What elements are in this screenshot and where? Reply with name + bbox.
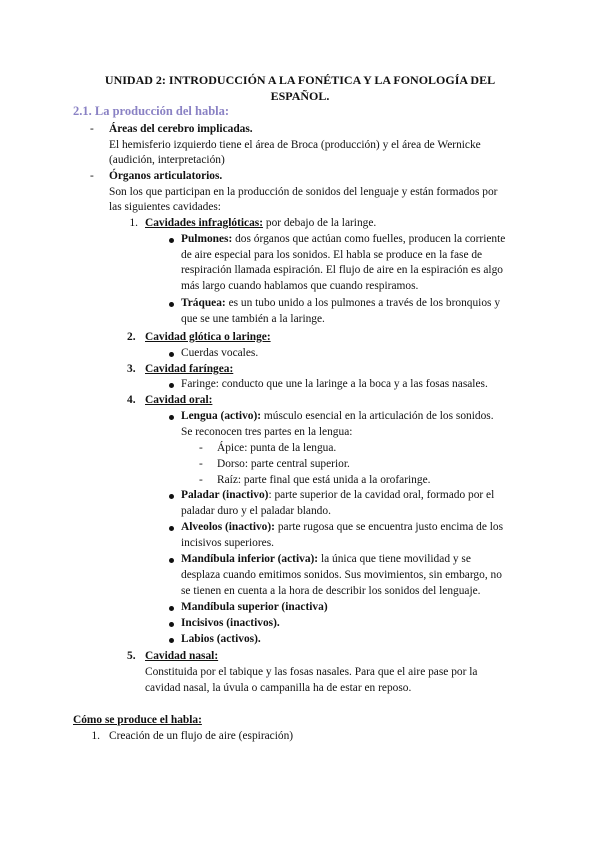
list-dash: - bbox=[90, 123, 94, 135]
mandibula-inferior-text-line: se tienen en cuenta a la hora de describir los sonidos del lenguaje. bbox=[181, 585, 481, 597]
cavity-2-item: Cuerdas vocales. bbox=[181, 347, 259, 359]
alveolos-term: Alveolos (inactivo): bbox=[181, 521, 275, 533]
list-number: 1. bbox=[129, 217, 138, 229]
mandibula-inferior-term: Mandíbula inferior (activa): bbox=[181, 553, 319, 565]
bullet-icon bbox=[169, 238, 174, 243]
cavity-2-title: Cavidad glótica o laringe: bbox=[145, 331, 271, 343]
section-heading: 2.1. La producción del habla: bbox=[73, 104, 230, 118]
lengua-term: Lengua (activo): bbox=[181, 410, 262, 422]
bullet-icon bbox=[169, 415, 174, 420]
organos-text-line: Son los que participan en la producción de sonidos del lenguaje y están formados por bbox=[109, 186, 498, 198]
labios-item: Labios (activos). bbox=[181, 633, 261, 645]
bullet-icon bbox=[169, 302, 174, 307]
como-heading: Cómo se produce el habla: bbox=[73, 714, 202, 726]
paladar-text: : parte superior de la cavidad oral, formado por el bbox=[268, 489, 495, 501]
mandibula-inferior-item bbox=[181, 552, 471, 567]
cavity-5-title: Cavidad nasal: bbox=[145, 650, 219, 662]
incisivos-item: Incisivos (inactivos). bbox=[181, 617, 280, 629]
list-number: 1. bbox=[91, 730, 100, 742]
bullet-icon bbox=[169, 558, 174, 563]
bullet-icon bbox=[169, 494, 174, 499]
alveolos-item bbox=[181, 520, 503, 535]
lengua-text: músculo esencial en la articulación de los sonidos. bbox=[261, 410, 494, 422]
traquea-item bbox=[181, 296, 500, 311]
bullet-icon bbox=[169, 383, 174, 388]
list-dash: - bbox=[199, 474, 203, 486]
lengua-part: Dorso: parte central superior. bbox=[217, 458, 350, 470]
pulmones-text-line: de aire especial para los sonidos. El habla se produce en la fase de bbox=[181, 249, 483, 261]
bullet-icon bbox=[169, 606, 174, 611]
bullet-icon bbox=[169, 622, 174, 627]
pulmones-text: dos órganos que actúan como fuelles, producen la corriente bbox=[232, 233, 506, 245]
paladar-text-line: paladar duro y el paladar blando. bbox=[181, 505, 331, 517]
como-item: Creación de un flujo de aire (espiración) bbox=[109, 730, 294, 742]
list-number: 5. bbox=[127, 650, 136, 662]
traquea-text: es un tubo unido a los pulmones a través de los bronquios y bbox=[225, 297, 501, 309]
alveolos-text-line: incisivos superiores. bbox=[181, 537, 275, 549]
list-dash: - bbox=[90, 170, 94, 182]
lengua-part: Ápice: punta de la lengua. bbox=[217, 442, 337, 454]
lengua-part: Raíz: parte final que está unida a la orofaringe. bbox=[217, 474, 431, 486]
bullet-icon bbox=[169, 352, 174, 357]
list-dash: - bbox=[199, 442, 203, 454]
cavity-1-title: Cavidades infraglóticas: bbox=[145, 217, 264, 229]
paladar-term: Paladar (inactivo) bbox=[181, 489, 269, 501]
cavity-4-title: Cavidad oral: bbox=[145, 394, 213, 406]
cavity-3-title: Cavidad faríngea: bbox=[145, 363, 234, 375]
mandibula-inferior-text: la única que tiene movilidad y se bbox=[318, 553, 471, 565]
lengua-text-line: Se reconocen tres partes en la lengua: bbox=[181, 426, 353, 438]
list-number: 3. bbox=[127, 363, 136, 375]
list-dash: - bbox=[199, 458, 203, 470]
unit-title: UNIDAD 2: INTRODUCCIÓN A LA FONÉTICA Y LA FONOLOGÍA DEL ESPAÑOL. bbox=[104, 73, 496, 103]
areas-heading: Áreas del cerebro implicadas. bbox=[109, 123, 253, 135]
list-number: 2. bbox=[127, 331, 136, 343]
bullet-icon bbox=[169, 638, 174, 643]
organos-heading: Órganos articulatorios. bbox=[109, 170, 223, 182]
traquea-term: Tráquea: bbox=[181, 297, 226, 309]
bullet-icon bbox=[169, 526, 174, 531]
pulmones-text-line: respiración llamada espiración. El flujo de aire en la espiración es algo bbox=[181, 264, 503, 276]
alveolos-text: parte rugosa que se encuentra justo encima de los bbox=[274, 521, 504, 533]
cavity-1 bbox=[145, 216, 376, 231]
cavity-3-item: Faringe: conducto que une la laringe a la boca y a las fosas nasales. bbox=[181, 378, 488, 390]
mandibula-inferior-text-line: desplaza cuando emitimos sonidos. Sus movimientos, sin embargo, no bbox=[181, 569, 502, 581]
areas-text-line: (audición, interpretación) bbox=[109, 154, 225, 166]
paladar-item bbox=[181, 488, 494, 503]
organos-text-line: las siguientes cavidades: bbox=[109, 201, 221, 213]
traquea-text-line: que se une también a la laringe. bbox=[181, 313, 325, 325]
list-number: 4. bbox=[127, 394, 136, 406]
areas-text-line: El hemisferio izquierdo tiene el área de Broca (producción) y el área de Wernicke bbox=[109, 139, 481, 151]
cavity-5-text-line: Constituida por el tabique y las fosas nasales. Para que el aire pase por la bbox=[145, 666, 478, 678]
cavity-5-text-line: cavidad nasal, la úvula o campanilla ha de estar en reposo. bbox=[145, 682, 412, 694]
cavity-1-desc: por debajo de la laringe. bbox=[263, 217, 377, 229]
pulmones-text-line: más largo cuando hablamos que cuando respiramos. bbox=[181, 280, 419, 292]
lengua-item bbox=[181, 409, 494, 424]
pulmones-item bbox=[181, 232, 505, 247]
mandibula-superior-item: Mandíbula superior (inactiva) bbox=[181, 601, 328, 613]
pulmones-term: Pulmones: bbox=[181, 233, 233, 245]
